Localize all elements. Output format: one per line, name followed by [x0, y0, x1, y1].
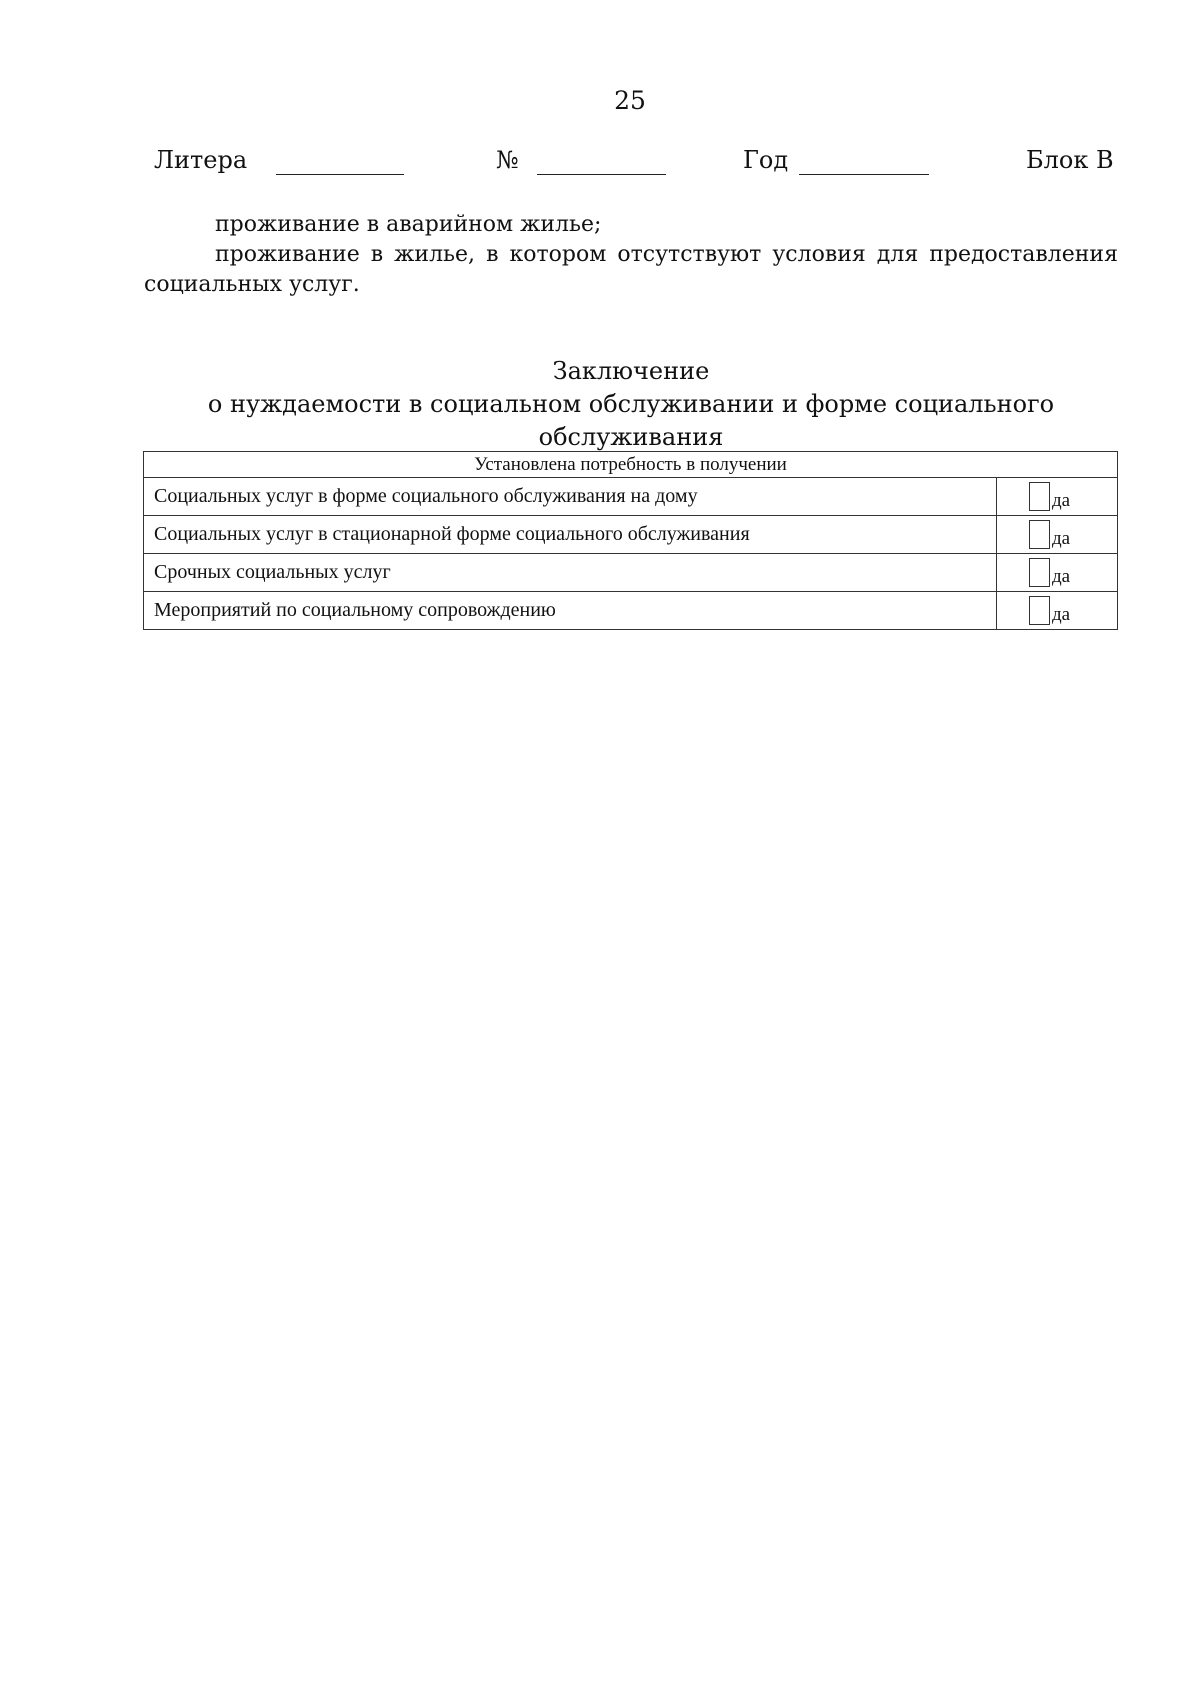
- paragraph-word: условия: [772, 242, 866, 267]
- number-label: №: [496, 146, 519, 174]
- paragraph-word: жилье,: [394, 242, 476, 267]
- paragraph-word: в: [370, 242, 384, 267]
- paragraph-line-2: [215, 240, 1118, 270]
- litera-blank[interactable]: [276, 174, 404, 175]
- paragraph-word: в: [486, 242, 499, 267]
- needs-table: [143, 451, 1118, 630]
- litera-label: Литера: [154, 146, 248, 174]
- table-row: [144, 478, 1118, 516]
- paragraph-line-1: проживание в аварийном жилье;: [215, 212, 602, 237]
- check-cell: [997, 554, 1118, 592]
- table-row: [144, 592, 1118, 630]
- row-label: Социальных услуг в форме социального обслуживания на дому: [144, 478, 997, 516]
- table-header: Установлена потребность в получении: [144, 452, 1118, 478]
- conclusion-title: [144, 355, 1118, 454]
- checkbox-label: да: [1052, 604, 1071, 625]
- table-row: [144, 554, 1118, 592]
- number-blank[interactable]: [537, 174, 666, 175]
- checkbox-label: да: [1052, 566, 1071, 587]
- row-label: Мероприятий по социальному сопровождению: [144, 592, 997, 630]
- paragraph-line-3: социальных услуг.: [144, 272, 360, 297]
- checkbox-social-support[interactable]: [1029, 596, 1050, 625]
- year-label: Год: [743, 146, 789, 174]
- paragraph-word: проживание: [215, 242, 360, 267]
- page-number: 25: [614, 86, 646, 115]
- conclusion-title-line-3: обслуживания: [538, 423, 724, 451]
- paragraph-word: отсутствуют: [617, 242, 762, 267]
- checkbox-inpatient-services[interactable]: [1029, 520, 1050, 549]
- checkbox-label: да: [1052, 528, 1071, 549]
- table-header-row: [144, 452, 1118, 478]
- row-label: Срочных социальных услуг: [144, 554, 997, 592]
- paragraph-word: для: [876, 242, 919, 267]
- conclusion-title-line-2: о нуждаемости в социальном обслуживании и форме социального: [207, 390, 1055, 418]
- block-label: Блок В: [1026, 146, 1114, 174]
- check-cell: [997, 592, 1118, 630]
- paragraph-word: котором: [509, 242, 607, 267]
- conclusion-title-line-1: Заключение: [552, 357, 710, 385]
- checkbox-label: да: [1052, 490, 1071, 511]
- checkbox-home-services[interactable]: [1029, 482, 1050, 511]
- check-cell: [997, 516, 1118, 554]
- check-cell: [997, 478, 1118, 516]
- table-row: [144, 516, 1118, 554]
- year-blank[interactable]: [799, 174, 929, 175]
- checkbox-urgent-services[interactable]: [1029, 558, 1050, 587]
- paragraph-word: предоставления: [929, 242, 1118, 267]
- row-label: Социальных услуг в стационарной форме социального обслуживания: [144, 516, 997, 554]
